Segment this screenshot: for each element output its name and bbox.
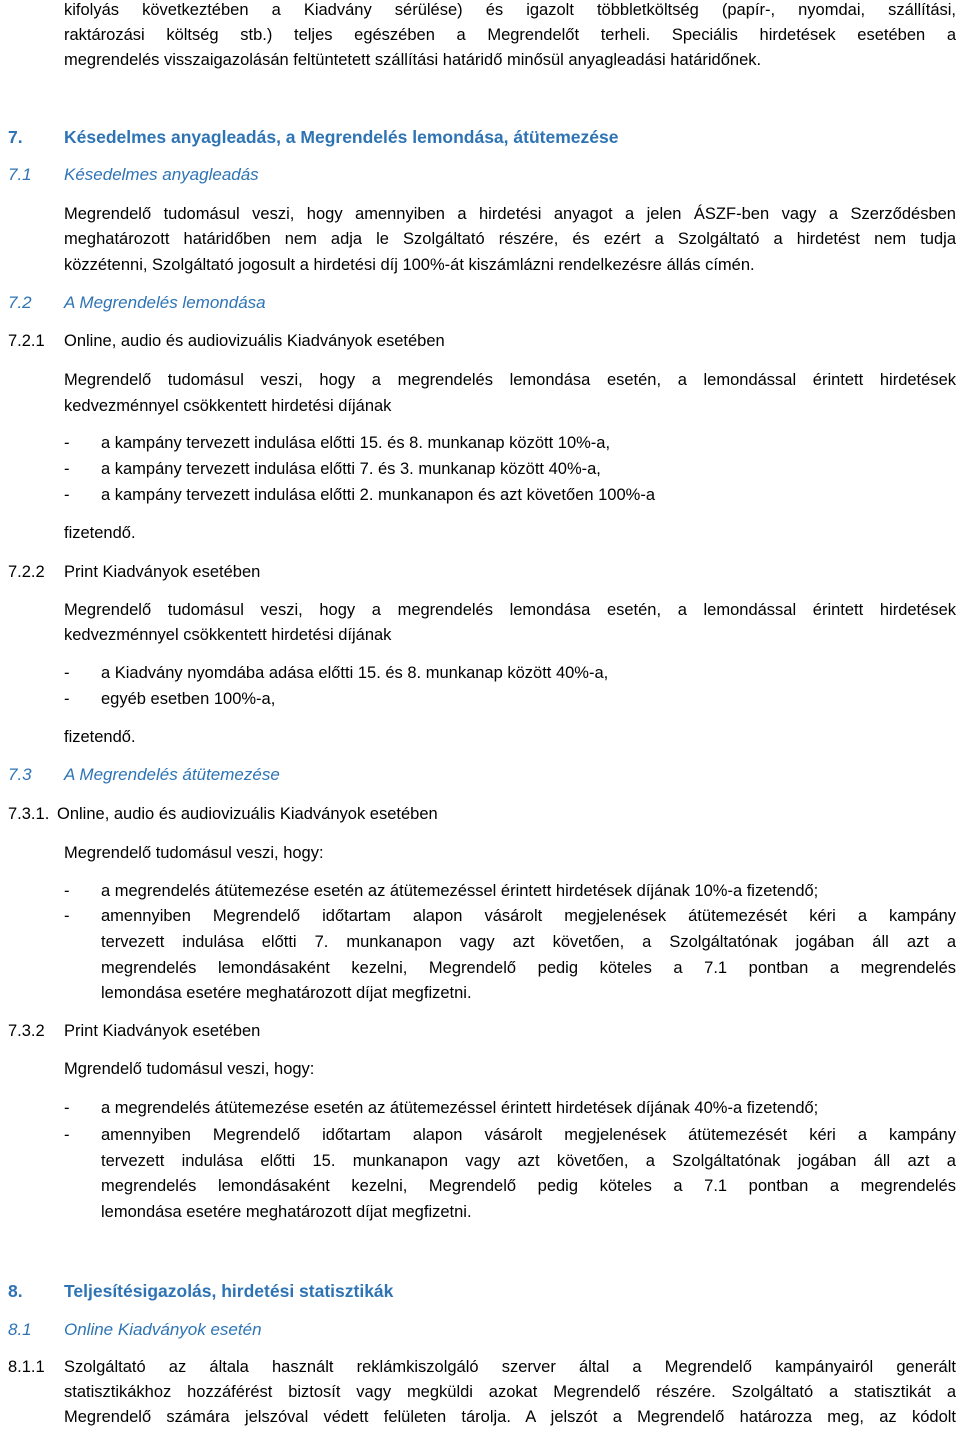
list-item-line-4: lemondása esetére meghatározott díjat megfizetni. (101, 984, 472, 1002)
section-7-3-title: A Megrendelés átütemezése (64, 765, 280, 784)
section-7-3-2-intro: Mgrendelő tudomásul veszi, hogy: (64, 1060, 315, 1078)
list-dash: - (64, 690, 70, 708)
section-7-2-2-closing: fizetendő. (64, 728, 136, 746)
section-7-1-title: Késedelmes anyagleadás (64, 165, 259, 184)
list-item: a megrendelés átütemezése esetén az átütemezéssel érintett hirdetések díjának 10%-a fizetendő; (101, 882, 819, 900)
list-item-line-2: tervezett indulása előtti 7. munkanapon vagy azt követően, a Szolgáltatónak jogában áll azt a (101, 933, 956, 951)
section-7-3-number: 7.3 (8, 765, 32, 784)
section-7-2-2-number: 7.2.2 (8, 563, 45, 581)
section-7-2-2-line-2: kedvezménnyel csökkentett hirdetési díjának (64, 626, 392, 644)
list-item-line-4: lemondása esetére meghatározott díjat megfizetni. (101, 1203, 472, 1221)
section-7-2-2-line-1: Megrendelő tudomásul veszi, hogy a megrendelés lemondása esetén, a lemondással érintett hirdetések (64, 601, 956, 619)
list-item: a kampány tervezett indulása előtti 15. és 8. munkanap között 10%-a, (101, 434, 611, 452)
section-7-title: Késedelmes anyagleadás, a Megrendelés lemondása, átütemezése (64, 127, 619, 147)
section-7-1-line-2: meghatározott határidőben nem adja le Szolgáltató részére, és ezért a Szolgáltató a hirdetést nem tudja (64, 230, 956, 248)
section-8-1-1-line-3: Megrendelő számára jelszóval védett felületen tárolja. A jelszót a Megrendelő határozza meg, az kódolt (64, 1408, 956, 1426)
section-7-2-1-line-1: Megrendelő tudomásul veszi, hogy a megrendelés lemondása esetén, a lemondással érintett hirdetések (64, 371, 956, 389)
list-dash: - (64, 907, 70, 925)
section-7-2-1-closing: fizetendő. (64, 524, 136, 542)
list-dash: - (64, 486, 70, 504)
section-7-2-1-number: 7.2.1 (8, 332, 45, 350)
section-8-1-number: 8.1 (8, 1320, 32, 1339)
section-7-3-1-title: Online, audio és audiovizuális Kiadványok esetében (57, 805, 438, 823)
section-7-1-number: 7.1 (8, 165, 32, 184)
list-item-line-1: amennyiben Megrendelő időtartam alapon vásárolt megjelenések átütemezését kéri a kampány (101, 1126, 956, 1144)
section-7-number: 7. (8, 127, 23, 147)
section-7-1-line-3: közzétenni, Szolgáltató jogosult a hirdetési díj 100%-át kiszámlázni rendelkezésre állás címén. (64, 256, 755, 274)
section-7-2-2-title: Print Kiadványok esetében (64, 563, 261, 581)
list-dash: - (64, 460, 70, 478)
list-dash: - (64, 882, 70, 900)
list-dash: - (64, 664, 70, 682)
list-item-line-3: megrendelés lemondásaként kezelni, Megrendelő pedig köteles a 7.1 pontban a megrendelés (101, 1177, 956, 1195)
section-7-3-1-number: 7.3.1. (8, 805, 50, 823)
section-8-1-1-line-1: Szolgáltató az általa használt reklámkiszolgáló szerver által a Megrendelő kampányairól generált (64, 1358, 956, 1376)
section-8-title: Teljesítésigazolás, hirdetési statisztikák (64, 1281, 394, 1301)
intro-line-1: kifolyás következtében a Kiadvány sérülése) és igazolt többletköltség (papír-, nyomdai, szállítási, (64, 1, 956, 19)
section-7-3-2-number: 7.3.2 (8, 1022, 45, 1040)
intro-line-2: raktározási költség stb.) teljes egészében a Megrendelőt terheli. Speciális hirdetések esetében a (64, 26, 956, 44)
list-item-line-1: amennyiben Megrendelő időtartam alapon vásárolt megjelenések átütemezését kéri a kampány (101, 907, 956, 925)
section-7-3-2-title: Print Kiadványok esetében (64, 1022, 261, 1040)
section-8-1-title: Online Kiadványok esetén (64, 1320, 262, 1339)
list-item-line-2: tervezett indulása előtti 15. munkanapon vagy azt követően, a Szolgáltatónak jogában áll azt a (101, 1152, 956, 1170)
section-7-3-1-intro: Megrendelő tudomásul veszi, hogy: (64, 844, 324, 862)
intro-line-3: megrendelés visszaigazolásán feltüntetett szállítási határidő minősül anyagleadási határidőnek. (64, 51, 762, 69)
section-8-number: 8. (8, 1281, 23, 1301)
list-item: a Kiadvány nyomdába adása előtti 15. és 8. munkanap között 40%-a, (101, 664, 609, 682)
list-item: a kampány tervezett indulása előtti 2. munkanapon és azt követően 100%-a (101, 486, 656, 504)
section-7-2-title: A Megrendelés lemondása (64, 293, 266, 312)
list-item: a megrendelés átütemezése esetén az átütemezéssel érintett hirdetések díjának 40%-a fizetendő; (101, 1099, 819, 1117)
list-item-line-3: megrendelés lemondásaként kezelni, Megrendelő pedig köteles a 7.1 pontban a megrendelés (101, 959, 956, 977)
section-7-2-1-line-2: kedvezménnyel csökkentett hirdetési díjának (64, 397, 392, 415)
list-item: a kampány tervezett indulása előtti 7. és 3. munkanap között 40%-a, (101, 460, 601, 478)
list-dash: - (64, 1099, 70, 1117)
section-8-1-1-number: 8.1.1 (8, 1358, 45, 1376)
section-8-1-1-line-2: statisztikákhoz hozzáférést biztosít vagy megküldi azokat Megrendelő részére. Szolgáltató a statisztikát a (64, 1383, 956, 1401)
list-dash: - (64, 1126, 70, 1144)
list-item: egyéb esetben 100%-a, (101, 690, 276, 708)
list-dash: - (64, 434, 70, 452)
section-7-2-1-title: Online, audio és audiovizuális Kiadványok esetében (64, 332, 445, 350)
section-7-1-line-1: Megrendelő tudomásul veszi, hogy amennyiben a hirdetési anyagot a jelen ÁSZF-ben vagy a Szerződésben (64, 205, 956, 223)
section-7-2-number: 7.2 (8, 293, 32, 312)
